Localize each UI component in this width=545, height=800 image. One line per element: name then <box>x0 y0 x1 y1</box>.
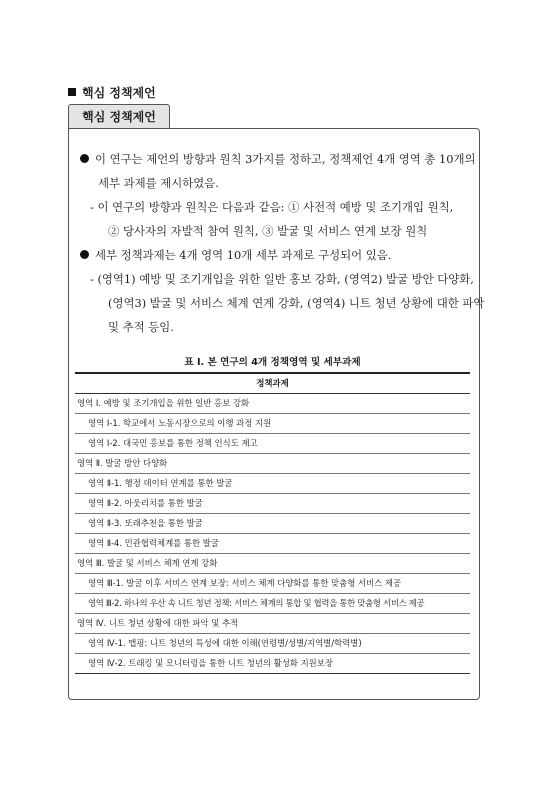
bullet-line: 세부 과제를 제시하였음. <box>98 176 219 190</box>
policy-table <box>75 372 470 674</box>
table-row-area: 영역 Ⅰ. 예방 및 조기개입을 위한 일반 홍보 강화 <box>75 394 470 414</box>
table-row-area: 영역 Ⅲ. 발굴 및 서비스 체계 연계 강화 <box>75 554 470 574</box>
black-square-icon <box>68 88 76 96</box>
bullet-dot-icon <box>80 154 89 163</box>
sub-line: (영역3) 발굴 및 서비스 체계 연계 강화, (영역4) 니트 청년 상황에 대한 파악 <box>108 296 485 310</box>
bullet-paragraph-1 <box>80 147 475 243</box>
sub-line: - (영역1) 예방 및 조기개입을 위한 일반 홍보 강화, (영역2) 발굴 방안 다양화, <box>90 272 474 286</box>
bullet-text: 이 연구는 제언의 방향과 원칙 3가지를 정하고, 정책제언 4개 영역 총 10개의 <box>95 152 476 166</box>
table-title: 표 Ⅰ. 본 연구의 4개 정책영역 및 세부과제 <box>184 357 361 368</box>
bullet-paragraph-2 <box>80 243 485 339</box>
table-row-area: 영역 Ⅳ. 니트 청년 상황에 대한 파악 및 추적 <box>75 614 470 634</box>
table-header: 정책과제 <box>75 374 470 394</box>
table-row-task: 영역 Ⅱ-2. 아웃리치를 통한 발굴 <box>75 494 470 514</box>
bullet-text: 세부 정책과제는 4개 영역 10개 세부 과제로 구성되어 있음. <box>95 248 392 262</box>
sub-line: ② 당사자의 자발적 참여 원칙, ③ 발굴 및 서비스 연계 보장 원칙 <box>108 224 428 238</box>
sub-line: - 이 연구의 방향과 원칙은 다음과 같음: ① 사전적 예방 및 조기개입 원칙, <box>90 200 454 214</box>
table-row-task: 영역 Ⅱ-1. 행정 데이터 연계를 통한 발굴 <box>75 474 470 494</box>
sub-line: 및 추적 등임. <box>108 320 174 334</box>
bullet-line <box>80 243 475 267</box>
table-row-task: 영역 Ⅰ-1. 학교에서 노동시장으로의 이행 과정 지원 <box>75 414 470 434</box>
table-row-task: 영역 Ⅳ-1. 맵핑: 니트 청년의 특성에 대한 이해(연령별/성별/지역별/학력별) <box>75 634 470 654</box>
bullet-dot-icon <box>80 250 89 259</box>
section-heading-text: 핵심 정책제언 <box>82 86 156 100</box>
table-row-task: 영역 Ⅱ-4. 민관협력체계를 통한 발굴 <box>75 534 470 554</box>
table-row-task: 영역 Ⅲ-2. 하나의 우산 속 니트 청년 정책: 서비스 체계의 통합 및 협력을 통한 맞춤형 서비스 제공 <box>75 594 470 614</box>
table-row-task: 영역 Ⅰ-2. 대국민 홍보를 통한 정책 인식도 제고 <box>75 434 470 454</box>
table-row-task: 영역 Ⅲ-1. 발굴 이후 서비스 연계 보장: 서비스 체계 다양화를 통한 맞춤형 서비스 제공 <box>75 574 470 594</box>
table-row-task: 영역 Ⅳ-2. 트래킹 및 모니터링을 통한 니트 청년의 활성화 지원보장 <box>75 654 470 674</box>
section-tab: 핵심 정책제언 <box>68 104 170 129</box>
table-row-area: 영역 Ⅱ. 발굴 방안 다양화 <box>75 454 470 474</box>
table-row-task: 영역 Ⅱ-3. 또래추천을 통한 발굴 <box>75 514 470 534</box>
bullet-line <box>80 147 475 171</box>
section-heading <box>68 84 156 101</box>
